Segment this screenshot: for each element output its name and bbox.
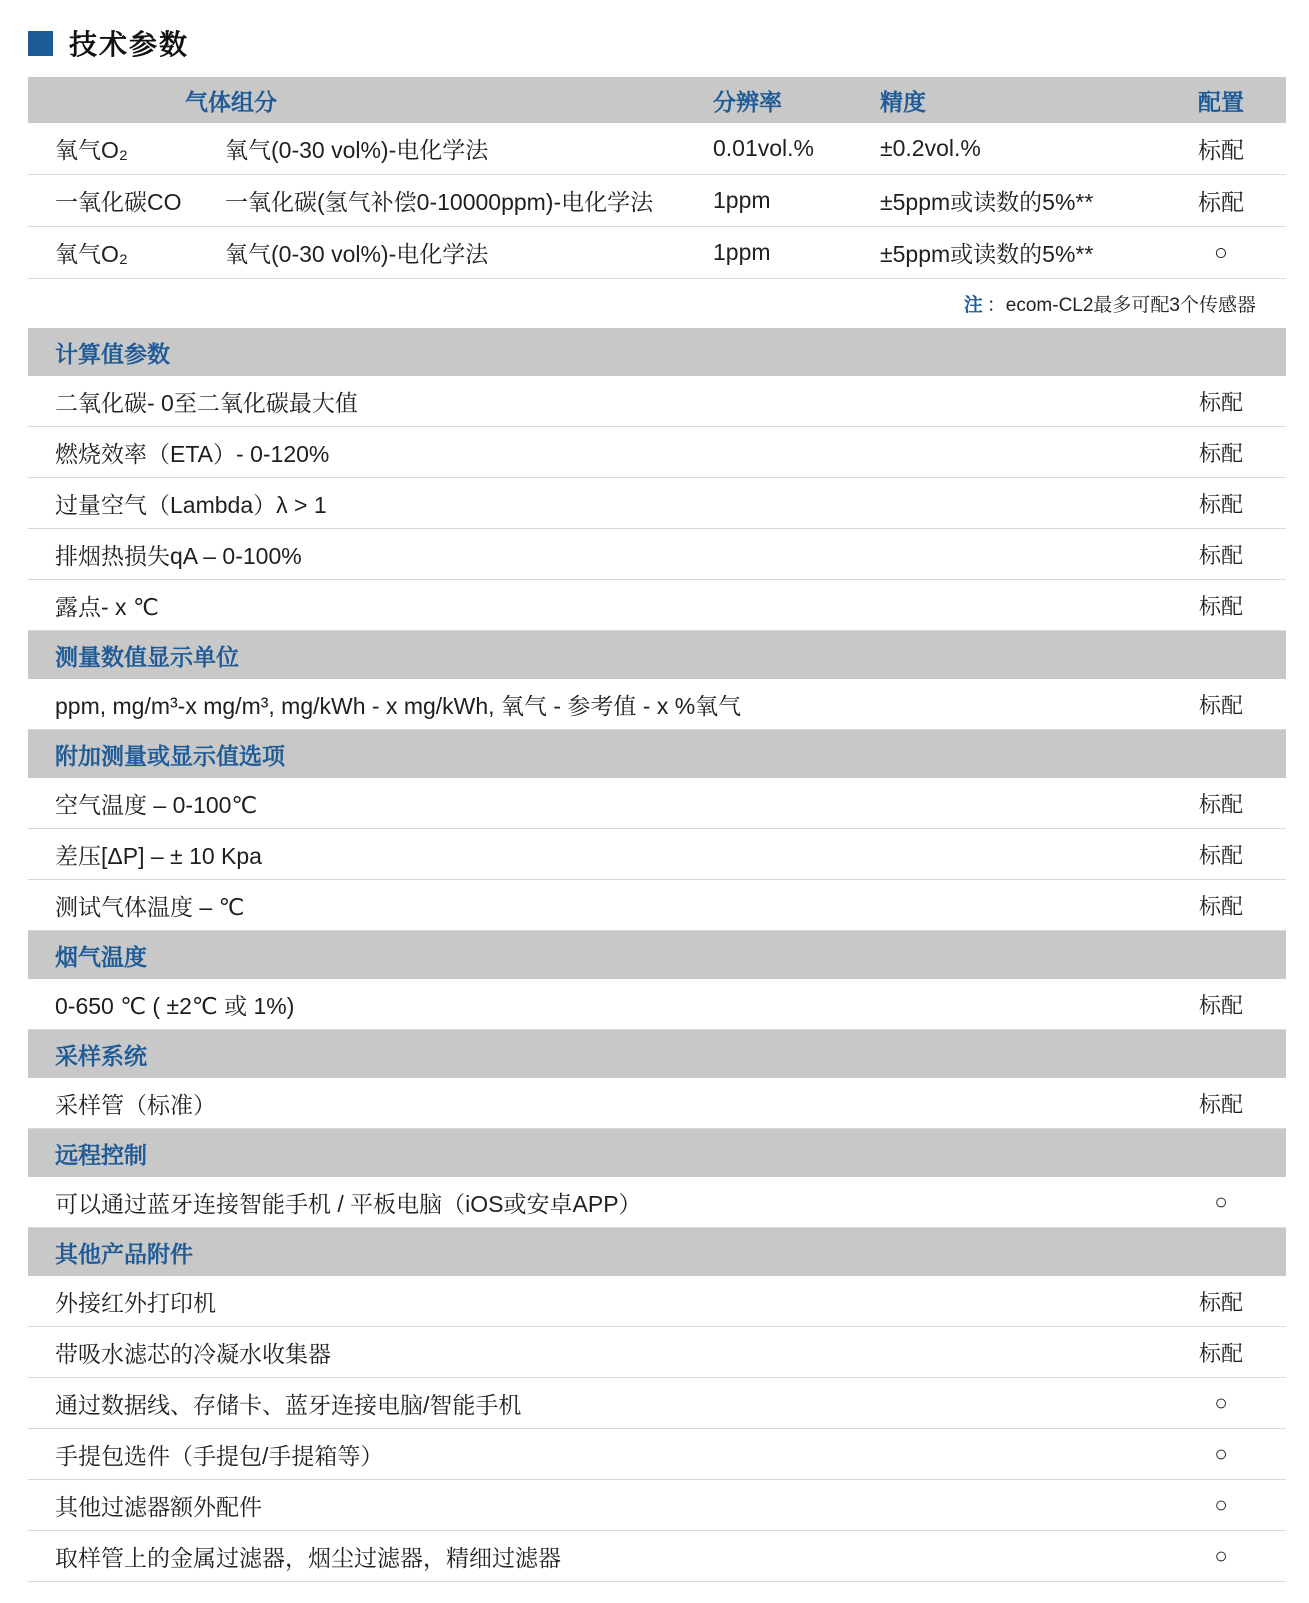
table-row — [28, 580, 1286, 631]
row-label: 露点- x ℃ — [55, 593, 159, 620]
row-label: 过量空气（Lambda）λ > 1 — [55, 491, 327, 518]
section-title: 测量数值显示单位 — [55, 643, 239, 670]
row-label: 采样管（标准） — [55, 1091, 216, 1118]
table-row — [28, 529, 1286, 580]
row-config: 标配 — [1198, 893, 1243, 919]
col-header-component: 气体组分 — [185, 88, 277, 115]
row-label: 其他过滤器额外配件 — [55, 1493, 262, 1520]
page-title: 技术参数 — [69, 29, 190, 60]
table-row — [28, 829, 1286, 880]
gas-description: 氧气(0-30 vol%)-电化学法 — [225, 241, 489, 267]
gas-name: 氧气O₂ — [55, 241, 128, 267]
gas-accuracy: ±0.2vol.% — [880, 135, 981, 161]
row-config: 标配 — [1198, 389, 1243, 415]
gas-description: 一氧化碳(氢气补偿0-10000ppm)-电化学法 — [225, 189, 654, 215]
table-row — [28, 880, 1286, 931]
row-config: 标配 — [1198, 842, 1243, 868]
section-title: 附加测量或显示值选项 — [55, 742, 285, 769]
gas-resolution: 1ppm — [713, 187, 771, 213]
table-row — [28, 376, 1286, 427]
row-config: 标配 — [1198, 491, 1243, 517]
gas-config: 标配 — [1198, 137, 1244, 163]
gas-config: ○ — [1214, 239, 1228, 265]
row-config: ○ — [1214, 1543, 1228, 1568]
table-row — [28, 1327, 1286, 1378]
section-header — [28, 1129, 1286, 1177]
section-header — [28, 730, 1286, 778]
table-note — [28, 279, 1286, 328]
table-row — [28, 478, 1286, 529]
page-title-row — [28, 25, 1286, 61]
section-header — [28, 1228, 1286, 1276]
row-label: 带吸水滤芯的冷凝水收集器 — [55, 1340, 331, 1367]
row-config: 标配 — [1198, 1340, 1243, 1366]
note-label: 注 — [963, 295, 983, 316]
gas-config: 标配 — [1198, 189, 1244, 215]
row-label: 二氧化碳- 0至二氧化碳最大值 — [55, 389, 358, 416]
section-title: 采样系统 — [55, 1042, 147, 1069]
row-label: 通过数据线、存储卡、蓝牙连接电脑/智能手机 — [55, 1391, 522, 1418]
row-config: ○ — [1214, 1492, 1228, 1517]
row-config: 标配 — [1198, 791, 1243, 817]
section-title: 烟气温度 — [55, 943, 147, 970]
row-config: 标配 — [1198, 992, 1243, 1018]
gas-name: 氧气O₂ — [55, 137, 128, 163]
row-label: 差压[ΔP] – ± 10 Kpa — [55, 842, 262, 869]
gas-table-header — [28, 77, 1286, 123]
row-label: 取样管上的金属过滤器，烟尘过滤器，精细过滤器 — [55, 1544, 561, 1571]
row-config: 标配 — [1198, 440, 1243, 466]
table-row — [28, 175, 1286, 227]
col-header-config: 配置 — [1198, 88, 1244, 115]
row-config: 标配 — [1198, 692, 1243, 718]
row-config: 标配 — [1198, 1091, 1243, 1117]
row-label: 测试气体温度 – ℃ — [55, 893, 245, 920]
row-label: 外接红外打印机 — [55, 1289, 216, 1316]
gas-resolution: 0.01vol.% — [713, 135, 815, 161]
gas-description: 氧气(0-30 vol%)-电化学法 — [225, 137, 489, 163]
table-row — [28, 1276, 1286, 1327]
section-header — [28, 1030, 1286, 1078]
section-title: 计算值参数 — [55, 340, 170, 367]
gas-accuracy: ±5ppm或读数的5%** — [880, 189, 1094, 215]
row-config: 标配 — [1198, 542, 1243, 568]
spec-sheet — [28, 0, 1286, 1582]
table-row — [28, 979, 1286, 1030]
table-row — [28, 227, 1286, 279]
table-row — [28, 123, 1286, 175]
section-header — [28, 631, 1286, 679]
table-row — [28, 778, 1286, 829]
table-row — [28, 1429, 1286, 1480]
section-title: 其他产品附件 — [55, 1240, 193, 1267]
note-text: ：ecom-CL2最多可配3个传感器 — [986, 295, 1256, 316]
row-label: 手提包选件（手提包/手提箱等） — [55, 1442, 384, 1469]
table-row — [28, 1078, 1286, 1129]
table-row — [28, 1531, 1286, 1582]
row-label: 燃烧效率（ETA）- 0-120% — [55, 440, 330, 467]
section-header — [28, 931, 1286, 979]
row-config: ○ — [1214, 1390, 1228, 1415]
table-row — [28, 427, 1286, 478]
row-label: 排烟热损失qA – 0-100% — [55, 542, 302, 569]
row-config: ○ — [1214, 1441, 1228, 1466]
table-row — [28, 679, 1286, 730]
row-config: ○ — [1214, 1189, 1228, 1214]
row-config: 标配 — [1198, 1289, 1243, 1315]
row-config: 标配 — [1198, 593, 1243, 619]
row-label: 空气温度 – 0-100℃ — [55, 791, 258, 818]
gas-name: 一氧化碳CO — [55, 189, 182, 215]
section-header — [28, 328, 1286, 376]
table-row — [28, 1480, 1286, 1531]
gas-accuracy: ±5ppm或读数的5%** — [880, 241, 1094, 267]
table-row — [28, 1378, 1286, 1429]
section-title: 远程控制 — [55, 1141, 147, 1168]
row-label: 0-650 ℃ ( ±2℃ 或 1%) — [55, 992, 295, 1019]
col-header-accuracy: 精度 — [880, 88, 926, 115]
row-label: ppm, mg/m³-x mg/m³, mg/kWh - x mg/kWh, 氧气 - 参考值 - x %氧气 — [55, 692, 742, 719]
row-label: 可以通过蓝牙连接智能手机 / 平板电脑（iOS或安卓APP） — [55, 1190, 642, 1217]
gas-resolution: 1ppm — [713, 239, 771, 265]
table-row — [28, 1177, 1286, 1228]
col-header-resolution: 分辨率 — [713, 88, 782, 115]
title-marker-icon — [28, 31, 53, 56]
